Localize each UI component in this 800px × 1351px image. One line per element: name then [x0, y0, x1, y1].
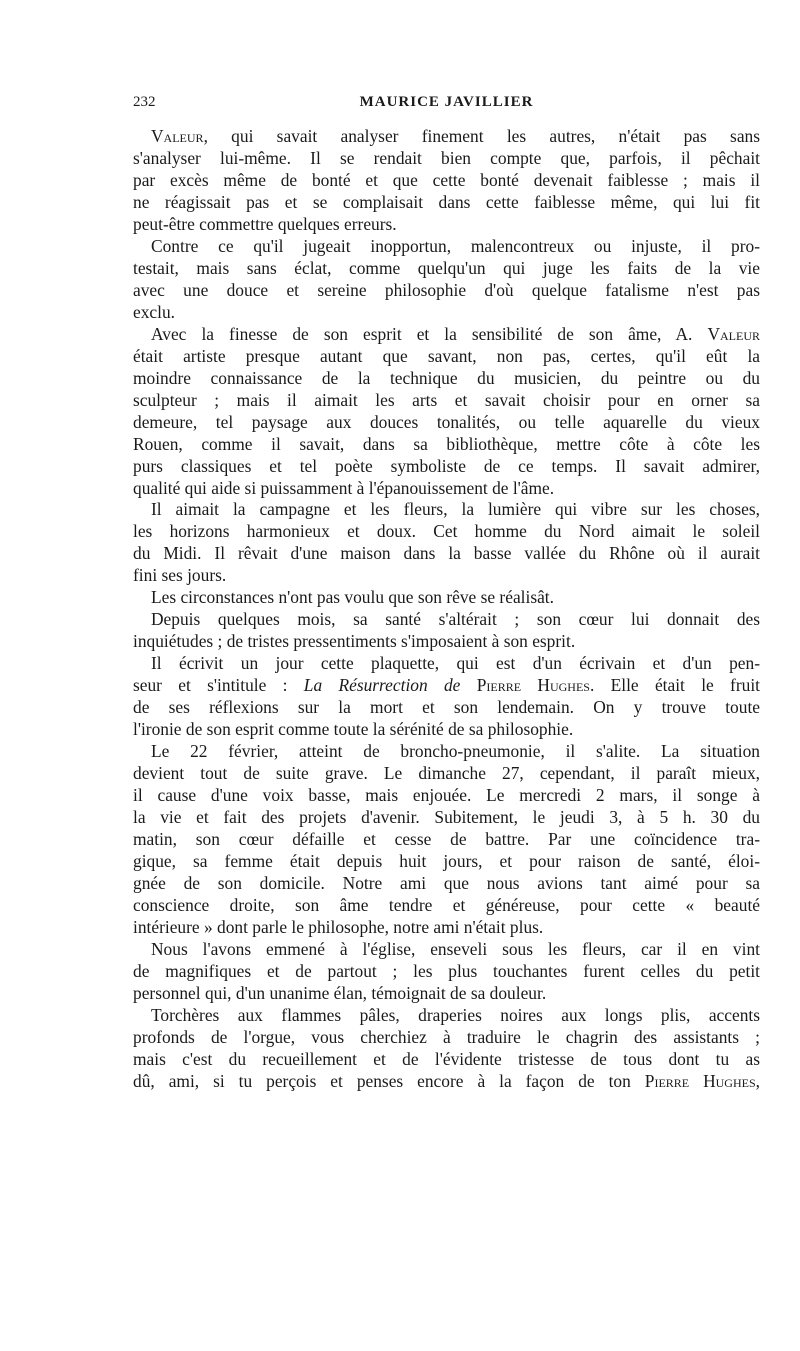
text-segment: , qui savait analyser finement les autres, n'était pas sans — [203, 126, 760, 146]
text-segment: Depuis quelques mois, sa santé s'altérait ; son cœur lui donnait des — [151, 609, 760, 630]
text-line — [133, 126, 760, 148]
text-line — [133, 192, 760, 214]
text-segment: conscience droite, son âme tendre et généreuse, pour cette « beauté — [133, 894, 760, 915]
paragraph — [133, 499, 760, 587]
text-line — [133, 280, 760, 302]
text-line — [133, 478, 760, 500]
text-line — [133, 324, 760, 346]
text-segment: . Elle était le fruit — [589, 675, 760, 696]
text-line — [133, 1005, 760, 1027]
text-line — [133, 302, 760, 324]
text-segment: s'analyser lui-même. Il se rendait bien compte que, parfois, il pêchait — [133, 147, 760, 168]
text-line — [133, 851, 760, 873]
text-segment: Il aimait la campagne et les fleurs, la lumière qui vibre sur les choses, — [151, 499, 760, 520]
text-line — [133, 456, 760, 478]
text-line — [133, 697, 760, 719]
text-segment: moindre connaissance de la technique du musicien, du peintre ou du — [133, 367, 760, 388]
text-line — [133, 521, 760, 543]
text-line — [133, 390, 760, 412]
text-segment: il cause d'une voix basse, mais enjouée. Le mercredi 2 mars, il songe à — [133, 785, 760, 806]
text-line — [133, 807, 760, 829]
text-line — [133, 741, 760, 763]
text-segment: demeure, tel paysage aux douces tonalités, ou telle aquarelle du vieux — [133, 411, 760, 432]
text-segment: intérieure » dont parle le philosophe, notre ami n'était plus. — [133, 916, 544, 937]
paragraph — [133, 653, 760, 741]
text-line — [133, 1049, 760, 1071]
text-line — [133, 675, 760, 697]
text-line — [133, 873, 760, 895]
text-line — [133, 631, 760, 653]
text-line — [133, 1027, 760, 1049]
small-caps-name: Pierre Hughes — [644, 1070, 756, 1091]
text-segment: personnel qui, d'un unanime élan, témoignait de sa douleur. — [133, 982, 547, 1003]
text-segment: gique, sa femme était depuis huit jours, et pour raison de santé, éloi- — [133, 850, 760, 871]
text-segment: de ses réflexions sur la mort et son lendemain. On y trouve toute — [133, 697, 760, 718]
text-line — [133, 785, 760, 807]
italic-title: La Résurrection de — [303, 675, 461, 696]
text-segment: sculpteur ; mais il aimait les arts et savait choisir pour en orner sa — [133, 389, 760, 410]
text-segment: les horizons harmonieux et doux. Cet homme du Nord aimait le soleil — [133, 521, 760, 542]
text-line — [133, 961, 760, 983]
text-segment: Le 22 février, atteint de broncho-pneumonie, il s'alite. La situation — [151, 741, 760, 762]
text-line — [133, 653, 760, 675]
text-line — [133, 214, 760, 236]
text-segment: fini ses jours. — [133, 565, 227, 586]
text-segment: exclu. — [133, 301, 176, 322]
small-caps-name: Pierre Hughes — [476, 675, 590, 696]
text-line — [133, 412, 760, 434]
text-segment: testait, mais sans éclat, comme quelqu'un qui juge les faits de la vie — [133, 257, 760, 278]
text-line — [133, 170, 760, 192]
page-number: 232 — [133, 94, 156, 110]
text-line — [133, 346, 760, 368]
text-segment — [460, 675, 476, 695]
text-line — [133, 236, 760, 258]
text-segment: peut-être commettre quelques erreurs. — [133, 213, 397, 234]
text-segment: par excès même de bonté et que cette bonté devenait faiblesse ; mais il — [133, 169, 760, 190]
paragraph — [133, 741, 760, 939]
page-header — [133, 94, 760, 116]
text-segment: l'ironie de son esprit comme toute la sérénité de sa philosophie. — [133, 719, 574, 740]
small-caps-name: Valeur — [707, 323, 760, 344]
text-line — [133, 499, 760, 521]
body-text — [133, 126, 760, 1093]
text-segment: matin, son cœur défaille et cesse de battre. Par une coïncidence tra- — [133, 829, 760, 849]
text-line — [133, 917, 760, 939]
text-segment: ne réagissait pas et se complaisait dans cette faiblesse même, qui lui fit — [133, 191, 760, 212]
text-line — [133, 609, 760, 631]
text-line — [133, 895, 760, 917]
paragraph — [133, 609, 760, 653]
text-segment: purs classiques et tel poète symboliste de ce temps. Il savait admirer, — [133, 455, 760, 476]
text-line — [133, 763, 760, 785]
text-line — [133, 543, 760, 565]
text-segment: Contre ce qu'il jugeait inopportun, malencontreux ou injuste, il pro- — [151, 235, 760, 256]
paragraph — [133, 939, 760, 1005]
text-line — [133, 565, 760, 587]
text-segment: , — [755, 1070, 760, 1091]
text-segment: de magnifiques et de partout ; les plus touchantes furent celles du petit — [133, 960, 760, 981]
text-segment: était artiste presque autant que savant, non pas, certes, qu'il eût la — [133, 345, 760, 366]
text-segment: la vie et fait des projets d'avenir. Subitement, le jeudi 3, à 5 h. 30 du — [133, 807, 760, 828]
text-line — [133, 983, 760, 1005]
paragraph — [133, 1005, 760, 1093]
text-segment: gnée de son domicile. Notre ami que nous avions tant aimé pour sa — [133, 872, 760, 893]
paragraph — [133, 587, 760, 609]
text-segment: Rouen, comme il savait, dans sa bibliothèque, mettre côte à côte les — [133, 433, 760, 454]
text-segment: mais c'est du recueillement et de l'évidente tristesse de tous dont tu as — [133, 1048, 760, 1069]
running-title: MAURICE JAVILLIER — [359, 94, 534, 110]
text-segment: qualité qui aide si puissamment à l'épanouissement de l'âme. — [133, 477, 555, 498]
text-segment: devient tout de suite grave. Le dimanche 27, cependant, il paraît mieux, — [133, 763, 760, 784]
text-line — [133, 148, 760, 170]
text-line — [133, 719, 760, 741]
text-segment: dû, ami, si tu perçois et penses encore à la façon de ton — [133, 1070, 645, 1091]
text-line — [133, 434, 760, 456]
text-line — [133, 587, 760, 609]
text-segment: Torchères aux flammes pâles, draperies noires aux longs plis, accents — [151, 1004, 760, 1025]
text-segment: inquiétudes ; de tristes pressentiments s'imposaient à son esprit. — [133, 631, 576, 652]
text-line — [133, 368, 760, 390]
text-segment: Les circonstances n'ont pas voulu que son rêve se réalisât. — [151, 587, 554, 608]
text-segment: profonds de l'orgue, vous cherchiez à traduire le chagrin des assistants ; — [133, 1026, 760, 1047]
text-segment: du Midi. Il rêvait d'une maison dans la basse vallée du Rhône où il aurait — [133, 543, 760, 564]
text-line — [133, 829, 760, 851]
paragraph — [133, 236, 760, 324]
text-line — [133, 1071, 760, 1093]
paragraph — [133, 126, 760, 236]
text-segment: avec une douce et sereine philosophie d'où quelque fatalisme n'est pas — [133, 279, 760, 300]
text-line — [133, 939, 760, 961]
text-segment: Il écrivit un jour cette plaquette, qui est d'un écrivain et d'un pen- — [151, 653, 760, 674]
paragraph — [133, 324, 760, 500]
text-segment: Nous l'avons emmené à l'église, enseveli sous les fleurs, car il en vint — [151, 938, 760, 959]
text-segment: seur et s'intitule : — [133, 675, 304, 696]
text-segment: Avec la finesse de son esprit et la sensibilité de son âme, A. — [151, 323, 708, 344]
small-caps-name: Valeur — [151, 126, 204, 146]
text-line — [133, 258, 760, 280]
